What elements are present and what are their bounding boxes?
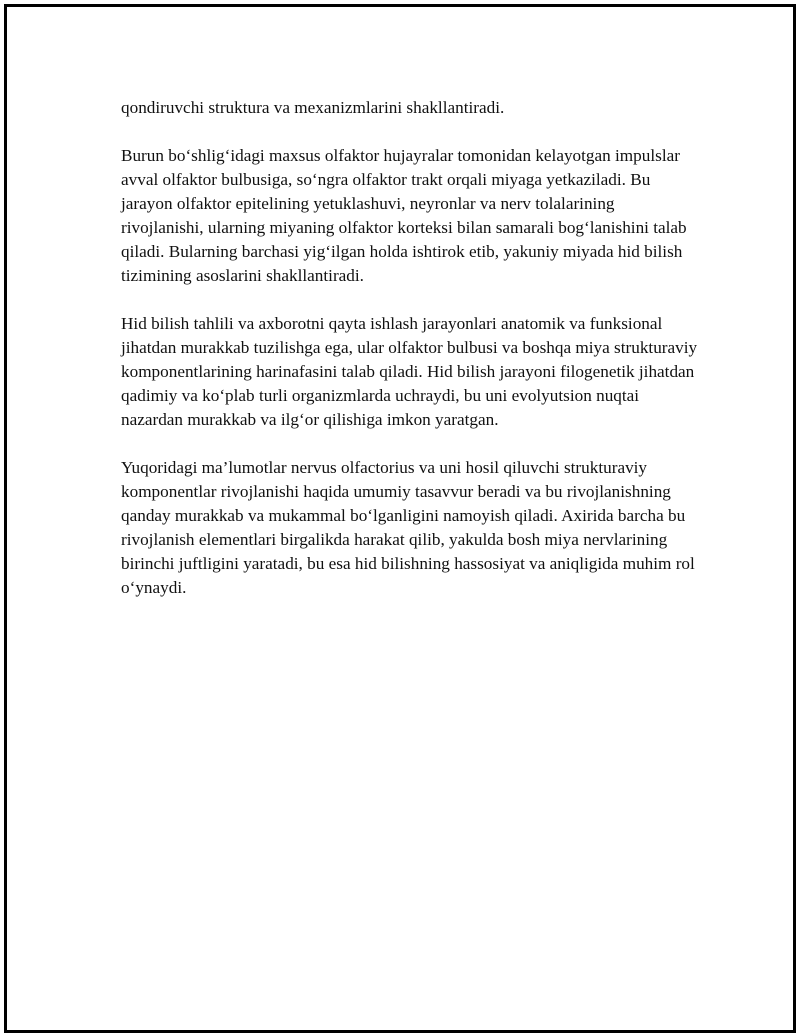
paragraph-4: Yuqoridagi ma’lumotlar nervus olfactorius va uni hosil qiluvchi strukturaviy komponentlar rivojlanishi haqida umumiy tasavvur beradi va bu rivojlanishning qanday murakkab va mukammal bo‘lganligini namoyish qiladi. Axirida barcha bu rivojlanish elementlari birgalikda harakat qilib, yakulda bosh miya nervlarining birinchi juftligini yaratadi, bu esa hid bilishning hassosiyat va aniqligida muhim rol o‘ynaydi.	[121, 458, 695, 597]
page-frame	[4, 4, 796, 1033]
paragraph-2: Burun bo‘shlig‘idagi maxsus olfaktor hujayralar tomonidan kelayotgan impulslar avval olfaktor bulbusiga, so‘ngra olfaktor trakt orqali miyaga yetkaziladi. Bu jarayon olfaktor epitelining yetuklashuvi, neyronlar va nerv tolalarining rivojlanishi, ularning miyaning olfaktor korteksi bilan samarali bog‘lanishini talab qiladi. Bularning barchasi yig‘ilgan holda ishtirok etib, yakuniy miyada hid bilish tizimining asoslarini shakllantiradi.	[121, 146, 687, 285]
paragraph-1: qondiruvchi struktura va mexanizmlarini shakllantiradi.	[121, 98, 505, 117]
page-content	[121, 96, 701, 624]
paragraph-3: Hid bilish tahlili va axborotni qayta ishlash jarayonlari anatomik va funksional jihatdan murakkab tuzilishga ega, ular olfaktor bulbusi va boshqa miya strukturaviy komponentlarining harinafasini talab qiladi. Hid bilish jarayoni filogenetik jihatdan qadimiy va ko‘plab turli organizmlarda uchraydi, bu uni evolyutsion nuqtai nazardan murakkab va ilg‘or qilishiga imkon yaratgan.	[121, 314, 698, 429]
